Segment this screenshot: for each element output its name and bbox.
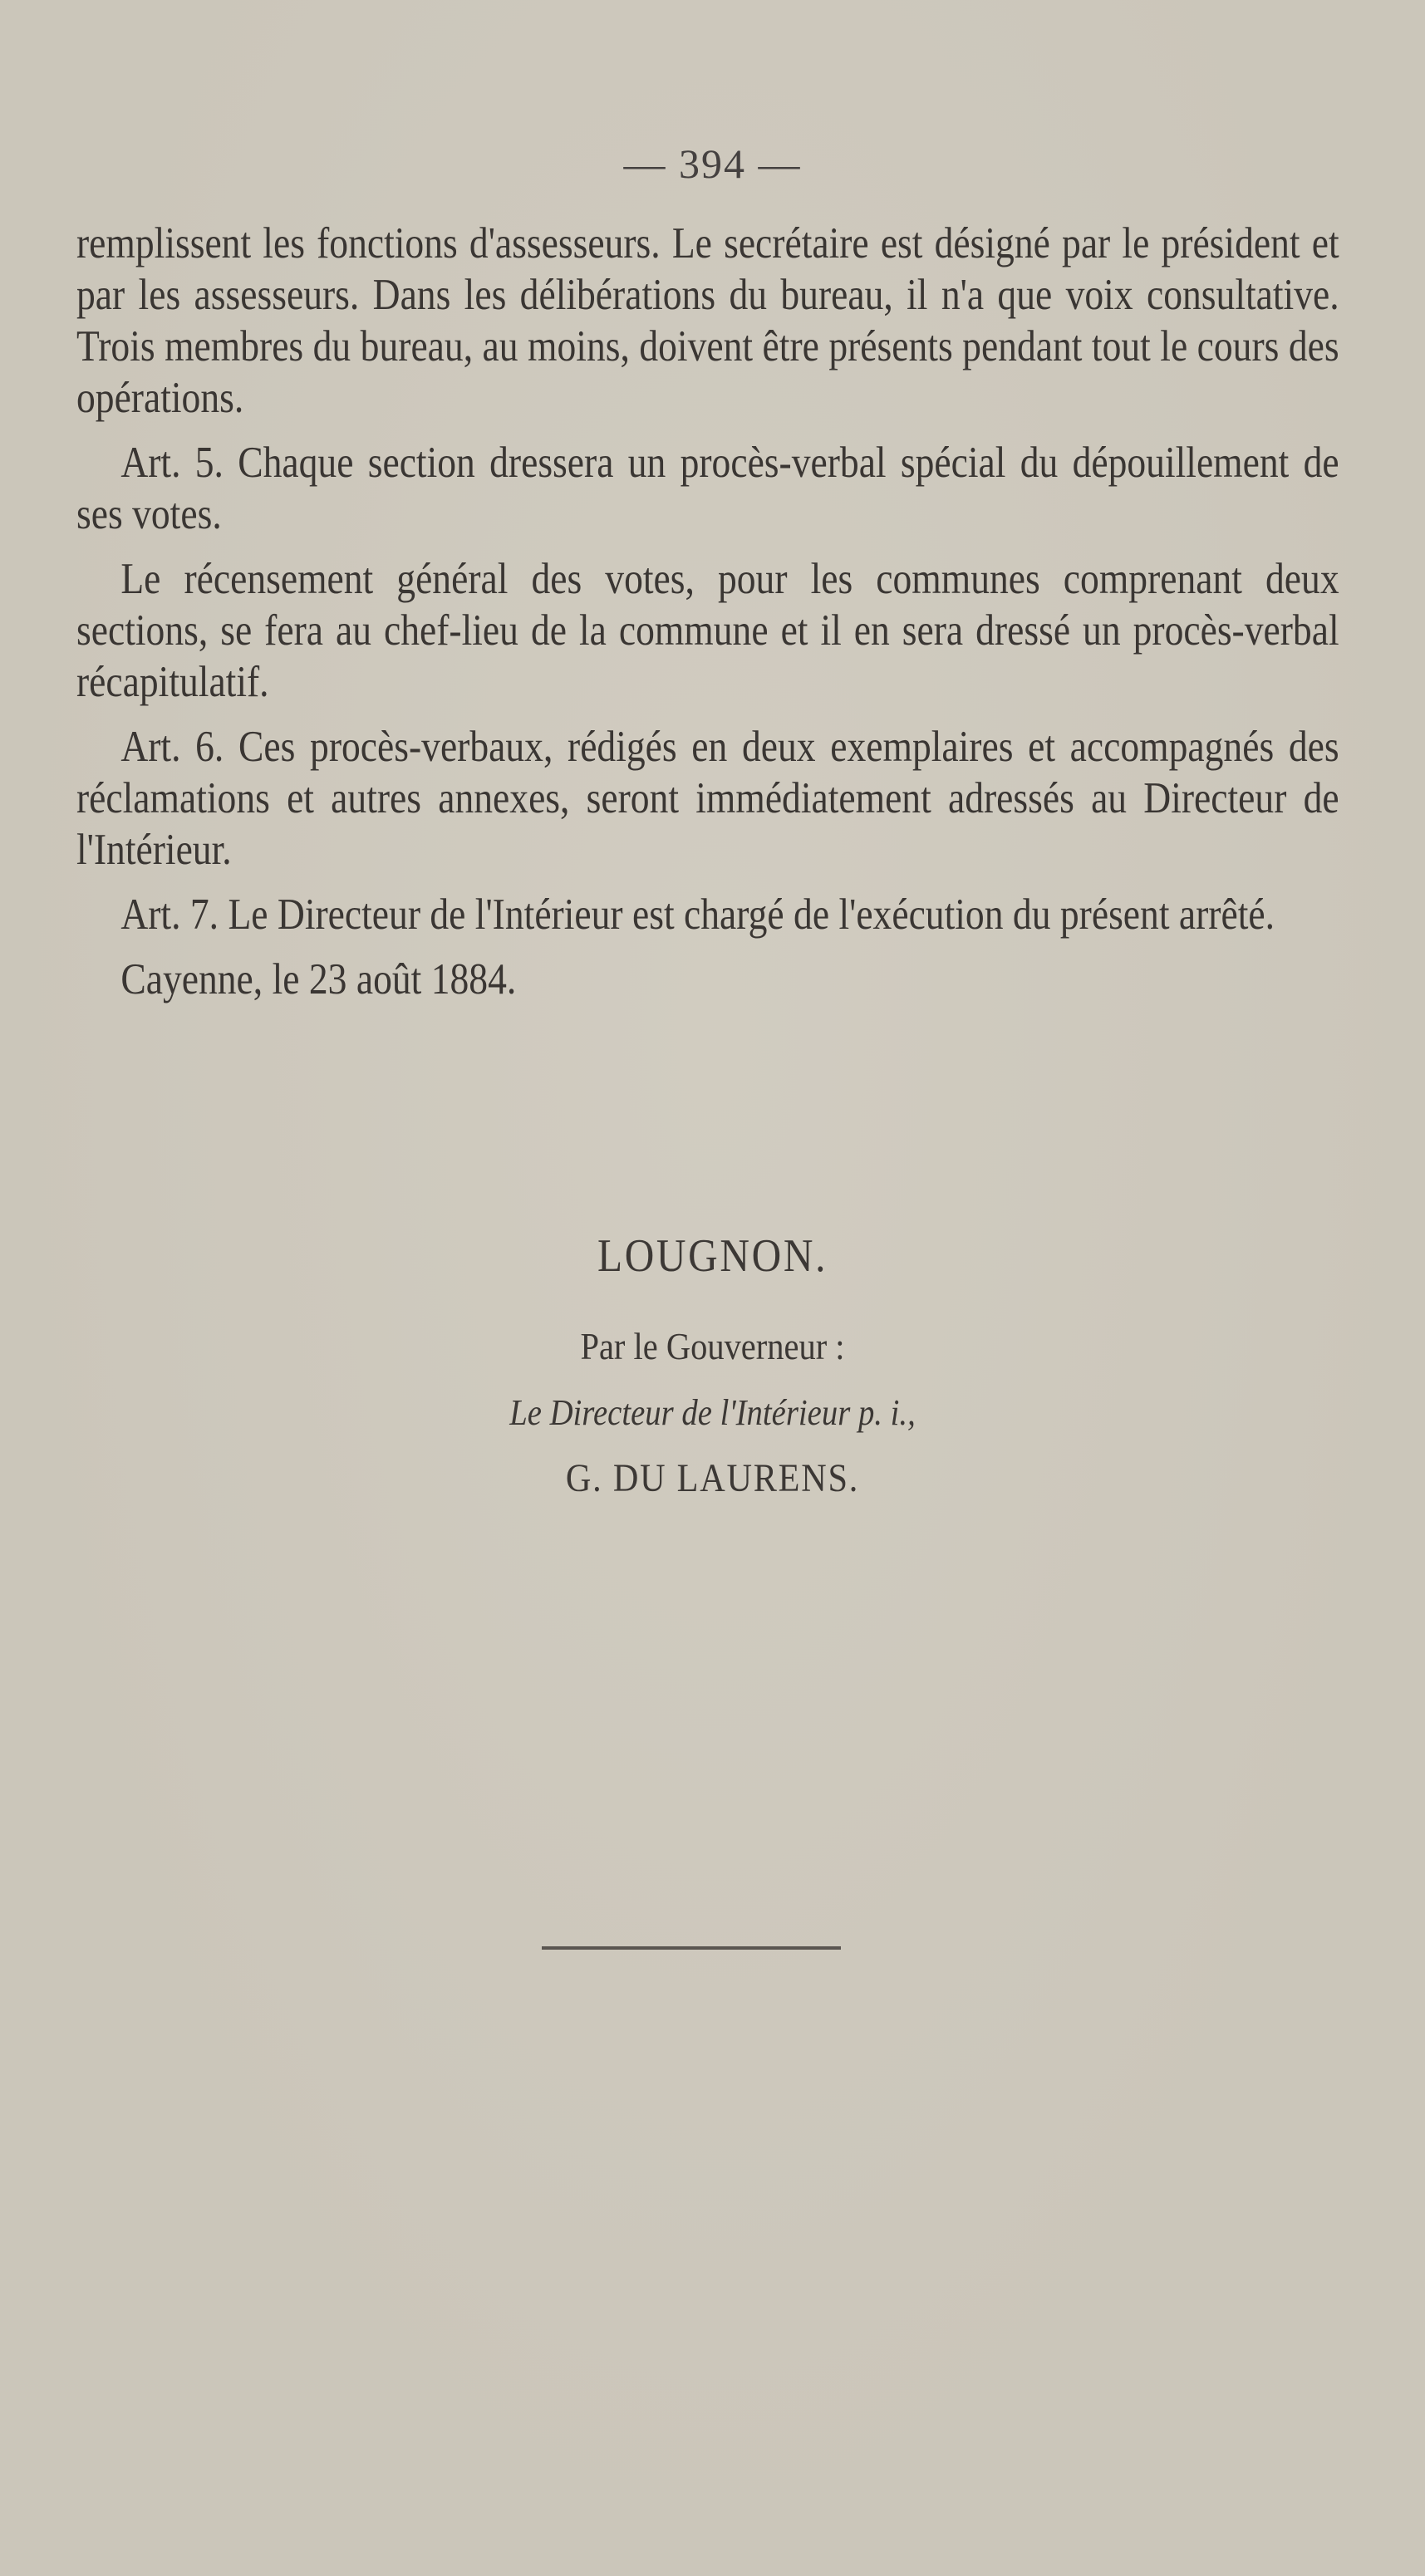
end-rule-divider [542,1946,841,1950]
paragraph-article-5: Art. 5. Chaque section dressera un procès-verbal spécial du dépouillement de ses votes. [76,439,1339,538]
signature-director-name: G. DU LAURENS. [565,1456,860,1500]
paragraph-article-7: Art. 7. Le Directeur de l'Intérieur est chargé de l'exécution du présent arrêté. [120,891,1275,939]
signature-par-le-gouverneur: Par le Gouverneur : [580,1325,845,1367]
page-number: — 394 — [623,140,802,187]
signature-governor-name: LOUGNON. [597,1230,828,1282]
paragraph-date-place: Cayenne, le 23 août 1884. [120,955,517,1003]
paragraph-article-6: Art. 6. Ces procès-verbaux, rédigés en deux exemplaires et accompagnés des réclamations et autres annexes, seront immédiatement adressés au Directeur de l'Intérieur. [76,723,1339,874]
signature-director-title: Le Directeur de l'Intérieur p. i., [509,1392,916,1433]
paragraph-recensement: Le récensement général des votes, pour les communes comprenant deux sections, se fera au chef-lieu de la commune et il en sera dressé un procès-verbal récapitulatif. [76,555,1339,706]
body-text [76,218,1339,1018]
paragraph-continuation: remplissent les fonctions d'assesseurs. Le secrétaire est désigné par le président et par les assesseurs. Dans les délibérations du bureau, il n'a que voix consultative. Trois membres du bureau, au moins, doivent être présents pendant tout le cours des opérations. [76,219,1339,422]
